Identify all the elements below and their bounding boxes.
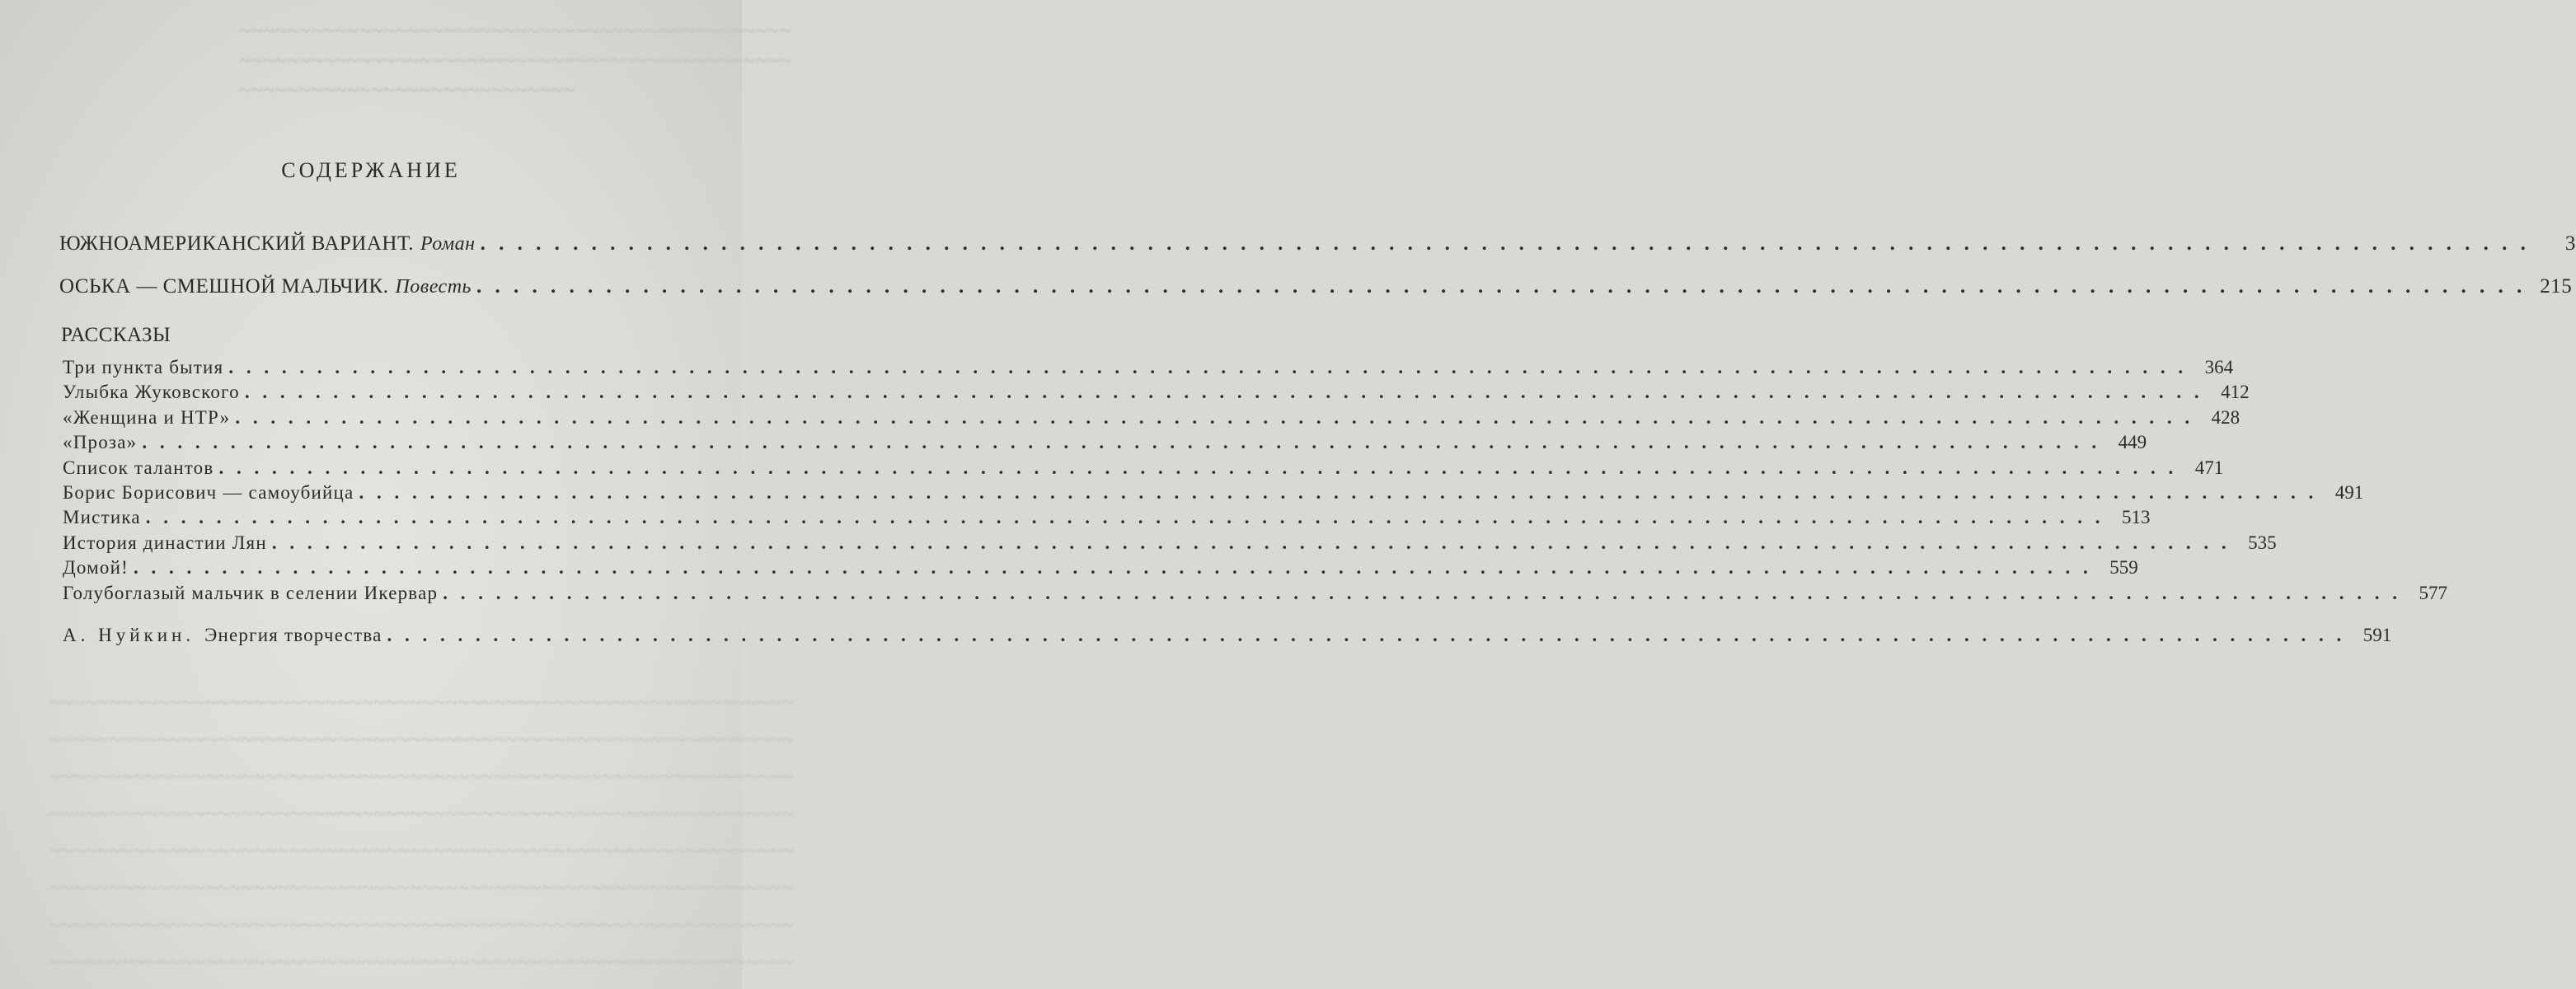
toc-stories-list: [63, 357, 2447, 607]
toc-entry-title: История династии Лян: [63, 532, 267, 553]
dot-leader: [134, 557, 2092, 579]
toc-story-entry[interactable]: [63, 481, 2364, 507]
dot-leader: [387, 625, 2346, 646]
toc-entry-title: Мистика: [63, 507, 141, 528]
toc-entry-page: 513: [2122, 507, 2151, 528]
dot-leader: [443, 583, 2401, 604]
dot-leader: [272, 532, 2231, 554]
toc-entry-title: Улыбка Жуковского: [63, 382, 240, 403]
toc-entry-title: Три пункта бытия: [63, 357, 224, 377]
dot-leader: [359, 482, 2317, 504]
toc-entry-page: 591: [2363, 625, 2392, 645]
toc-entry-page: 535: [2248, 532, 2277, 553]
toc-entry-title: Энергия творчества: [204, 625, 382, 645]
show-through-text-top: ~~~~~~~~~~~~~~~~~~~~~~~~~~~~~~~~~~~~~~~~~~~~~~ ~~~~~~~~~~~~~~~~~~~~~~~~~~~~~~~~~~~~~~~~~~~~~~ ~~~~~~~~~~~~~~~~~~~~~~~~~~~~: [239, 19, 792, 102]
toc-entry-title: ОСЬКА — СМЕШНОЙ МАЛЬЧИК.: [59, 275, 389, 298]
toc-story-entry[interactable]: [63, 382, 2250, 406]
toc-entry-novel[interactable]: [59, 232, 2576, 270]
toc-story-entry[interactable]: [63, 582, 2447, 607]
toc-story-entry[interactable]: [63, 557, 2138, 582]
toc-entry-page: 577: [2419, 582, 2447, 603]
toc-entry-page: 559: [2109, 557, 2138, 579]
toc-entry-title: «Проза»: [63, 432, 138, 453]
dot-leader: [146, 507, 2104, 528]
toc-entry-title: ЮЖНОАМЕРИКАНСКИЙ ВАРИАНТ.: [59, 232, 414, 255]
toc-entry-page: 364: [2204, 357, 2234, 377]
toc-entry-genre: Роман: [420, 233, 476, 255]
dot-leader: [218, 457, 2177, 479]
toc-entry-page: 471: [2194, 457, 2224, 478]
afterword-author: А. Нуйкин.: [63, 625, 195, 645]
toc-entry-afterword[interactable]: [63, 625, 2392, 646]
dot-leader: [228, 357, 2187, 378]
toc-major-entries: [59, 232, 2576, 313]
toc-entry-title: «Женщина и НТР»: [63, 406, 231, 428]
toc-story-entry[interactable]: [63, 507, 2151, 532]
toc-story-entry[interactable]: [63, 406, 2241, 432]
toc-entry-genre: Повесть: [395, 276, 472, 298]
toc-entry-page: 491: [2334, 481, 2364, 503]
dot-leader: [142, 432, 2100, 453]
toc-story-entry[interactable]: [63, 357, 2234, 382]
section-title-stories: РАССКАЗЫ: [61, 324, 171, 346]
toc-entry-page: 428: [2211, 406, 2241, 428]
toc-story-entry[interactable]: [63, 457, 2224, 482]
toc-entry-page: 215: [2540, 275, 2573, 298]
toc-entry-title: Список талантов: [63, 457, 214, 478]
dot-leader: [235, 407, 2194, 429]
toc-story-entry[interactable]: [63, 532, 2277, 557]
toc-entry-title: Борис Борисович — самоубийца: [63, 481, 354, 503]
toc-entry-page: 449: [2118, 432, 2147, 453]
toc-entry-novella[interactable]: [59, 275, 2573, 313]
toc-entry-page: 3: [2564, 232, 2576, 255]
dot-leader: [476, 275, 2526, 298]
toc-entry-title: Голубоглазый мальчик в селении Икервар: [63, 582, 439, 603]
dot-leader: [245, 382, 2203, 403]
toc-entry-title: Домой!: [63, 557, 129, 579]
dot-leader: [481, 232, 2530, 255]
page-heading: СОДЕРЖАНИЕ: [281, 158, 461, 182]
show-through-text-bottom: ~~~~~~~~~~~~~~~~~~~~~~~~~~~~~~~~~~~~~~~~~~~~~~~~~~~~~~~~~~~~~~ ~~~~~~~~~~~~~~~~~~~~~~~~~~~~~~~~~~~~~~~~~~~~~~~~~~~~~~~~~~~~~~ ~~~~~~~~~~~~~~~~~~~~~~~~~~~~~~~~~~~~~~~~~~~~~~~~~~~~~~~~~~~~~~ ~~~~~~~~~~~~~~~~~~~~~~~~~~~~~~~~~~~~~~~~~~~~~~~~~~~~~~~~~~~~~~ ~~~~~~~~~~~~~~~~~~~~~~~~~~~~~~~~~~~~~~~~~~~~~~~~~~~~~~~~~~~~~~ ~~~~~~~~~~~~~~~~~~~~~~~~~~~~~~~~~~~~~~~~~~~~~~~~~~~~~~~~~~~~~~ ~~~~~~~~~~~~~~~~~~~~~~~~~~~~~~~~~~~~~~~~~~~~~~~~~~~~~~~~~~~~~~ ~~~~~~~~~~~~~~~~~~~~~~~~~~~~~~~~~~~~~~~~~~~~~~~~~~~~~~~~~~~~~~: [49, 691, 795, 974]
toc-entry-page: 412: [2221, 382, 2250, 403]
toc-story-entry[interactable]: [63, 432, 2147, 457]
